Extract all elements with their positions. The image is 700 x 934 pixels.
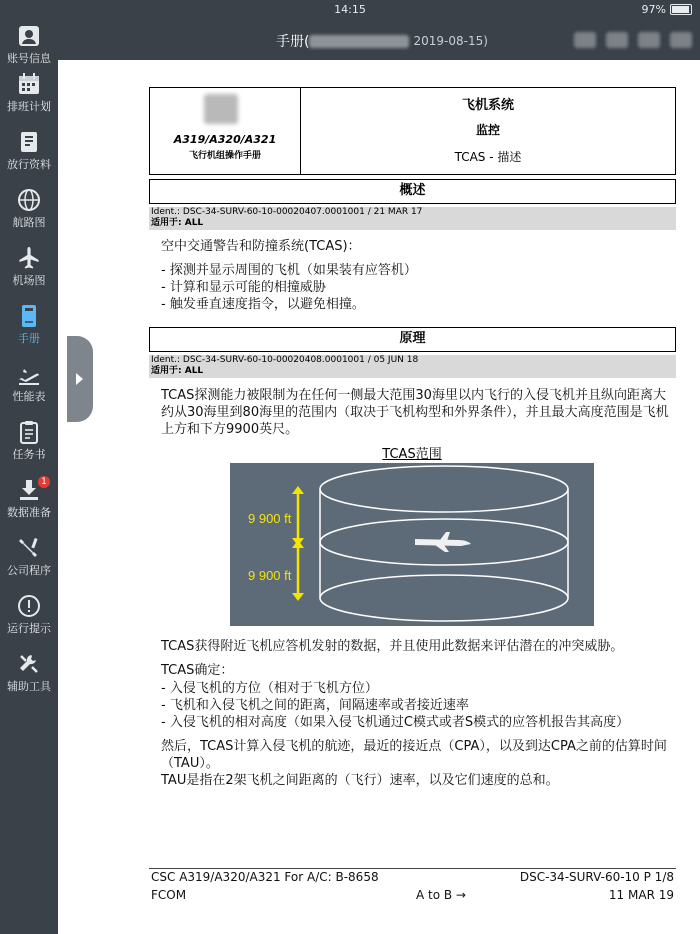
sidebar-toggle-handle[interactable] [67,336,93,422]
title-date: 2019-08-15) [413,34,488,48]
sidebar-item-release[interactable] [0,130,58,188]
redacted-title [309,35,409,48]
sidebar-item-schedule[interactable] [0,72,58,130]
toolbar-button[interactable] [574,32,596,48]
title-label: 手册( [276,34,310,50]
tcas-range-figure [230,463,594,626]
principle-paragraph: TCAS获得附近飞机应答机发射的数据，并且使用此数据来评估潜在的冲突威胁。 [161,639,624,654]
principle-paragraph: TAU是指在2架飞机之间距离的（飞行）速率，以及它们速度的总和。 [161,773,559,788]
document-header [149,87,676,175]
upper-range-label: 9 900 ft [248,511,292,526]
battery-indicator [642,3,692,16]
sidebar-item-label: 数据准备 [7,506,51,519]
list-item: - 入侵飞机的方位（相对于飞机方位） [161,681,378,696]
battery-percent: 97% [641,3,666,16]
ident-block [149,207,676,230]
overview-intro: 空中交通警告和防撞系统(TCAS)： [161,239,361,254]
lower-range-label: 9 900 ft [248,568,292,583]
tools-icon [17,536,41,560]
footer-aircraft: CSC A319/A320/A321 For A/C: B-8658 [151,870,379,884]
alert-icon [17,594,41,618]
sidebar-item-label: 性能表 [12,390,46,403]
document-icon [17,130,41,154]
determines-bullets [161,680,671,731]
title-bar [58,20,700,60]
chevron-right-icon [76,373,83,385]
wrench-icon [17,652,41,676]
manual-icon [17,304,41,328]
sidebar-item-label: 排班计划 [7,100,51,113]
sidebar-item-label: 运行提示 [7,622,51,635]
toolbar-button[interactable] [606,32,628,48]
ident-block [149,355,676,378]
calendar-icon [17,72,41,96]
airline-logo [204,94,238,124]
sidebar-item-performance[interactable] [0,362,58,420]
footer-manual: FCOM [151,888,187,902]
sidebar-item-label: 机场图 [12,274,46,287]
clipboard-icon [17,420,41,444]
toolbar-button[interactable] [670,32,692,48]
sidebar-item-manual[interactable] [0,304,58,362]
airplane-icon [17,246,41,270]
list-item: - 入侵飞机的相对高度（如果入侵飞机通过C模式或者S模式的应答机报告其高度） [161,715,630,730]
notification-badge: 1 [38,476,50,488]
applicable-text: 适用于: ALL [151,366,204,376]
footer-divider [149,868,676,869]
sidebar-item-data-prep[interactable] [0,478,58,536]
sidebar-item-label: 手册 [18,332,40,345]
principle-paragraph: TCAS探测能力被限制为在任何一侧最大范围30海里以内飞行的入侵飞机并且纵向距离大约从30海里到80海里的范围内（取决于飞机构型和外界条件），并且最大高度范围是飞机上方和下方9900英尺。 [161,388,669,437]
account-icon [17,24,41,48]
manual-name: 飞行机组操作手册 [188,151,261,161]
sidebar-item-label: 航路图 [12,216,46,229]
footer-page-ref: DSC-34-SURV-60-10 P 1/8 [519,870,674,884]
list-item: - 探测并显示周围的飞机（如果装有应答机） [161,263,417,278]
sidebar-item-label: 放行资料 [7,158,51,171]
list-item: - 计算和显示可能的相撞威胁 [161,280,326,295]
status-bar [0,0,700,20]
topic-title: TCAS - 描述 [454,150,522,164]
sidebar-item-utilities[interactable] [0,652,58,710]
header-right [301,88,675,174]
aircraft-model: A319/A320/A321 [173,133,277,146]
principle-paragraph: 然后，TCAS计算入侵飞机的航迹，最近的接近点（CPA），以及到达CPA之前的估算时间（TAU）。 [161,739,667,771]
toolbar-button[interactable] [638,32,660,48]
ident-text: Ident.: DSC-34-SURV-60-10-00020408.0001001 / 05 JUN 18 [151,355,419,365]
figure-title: TCAS范围 [382,447,442,462]
sidebar-item-airport-map[interactable] [0,246,58,304]
document-title [276,31,488,51]
determines-heading: TCAS确定： [161,663,234,678]
list-item: - 触发垂直速度指令，以避免相撞。 [161,297,365,312]
applicable-text: 适用于: ALL [151,218,204,228]
section-principle-title: 原理 [149,327,676,352]
sidebar-item-label: 辅助工具 [7,680,51,693]
footer-date: 11 MAR 19 [608,888,674,902]
globe-icon [17,188,41,212]
list-item: - 飞机和入侵飞机之间的距离，间隔速率或者接近速率 [161,698,469,713]
takeoff-icon [17,362,41,386]
sidebar [0,20,58,934]
status-time: 14:15 [334,3,366,16]
sidebar-item-route-map[interactable] [0,188,58,246]
ident-text: Ident.: DSC-34-SURV-60-10-00020407.0001001 / 21 MAR 17 [151,207,423,217]
battery-icon [670,4,692,15]
sidebar-item-ops-notice[interactable] [0,594,58,652]
toolbar-actions [574,32,692,48]
overview-bullets [161,262,671,313]
sidebar-item-label: 任务书 [12,448,46,461]
footer-continuation: A to B → [416,888,466,902]
sidebar-item-procedures[interactable] [0,536,58,594]
header-left [150,88,301,174]
subsystem-title: 监控 [475,123,500,137]
sidebar-item-task[interactable] [0,420,58,478]
section-overview-title: 概述 [149,179,676,204]
sidebar-item-label: 公司程序 [7,564,51,577]
sidebar-item-label: 账号信息 [7,52,51,65]
system-title: 飞机系统 [461,98,514,113]
